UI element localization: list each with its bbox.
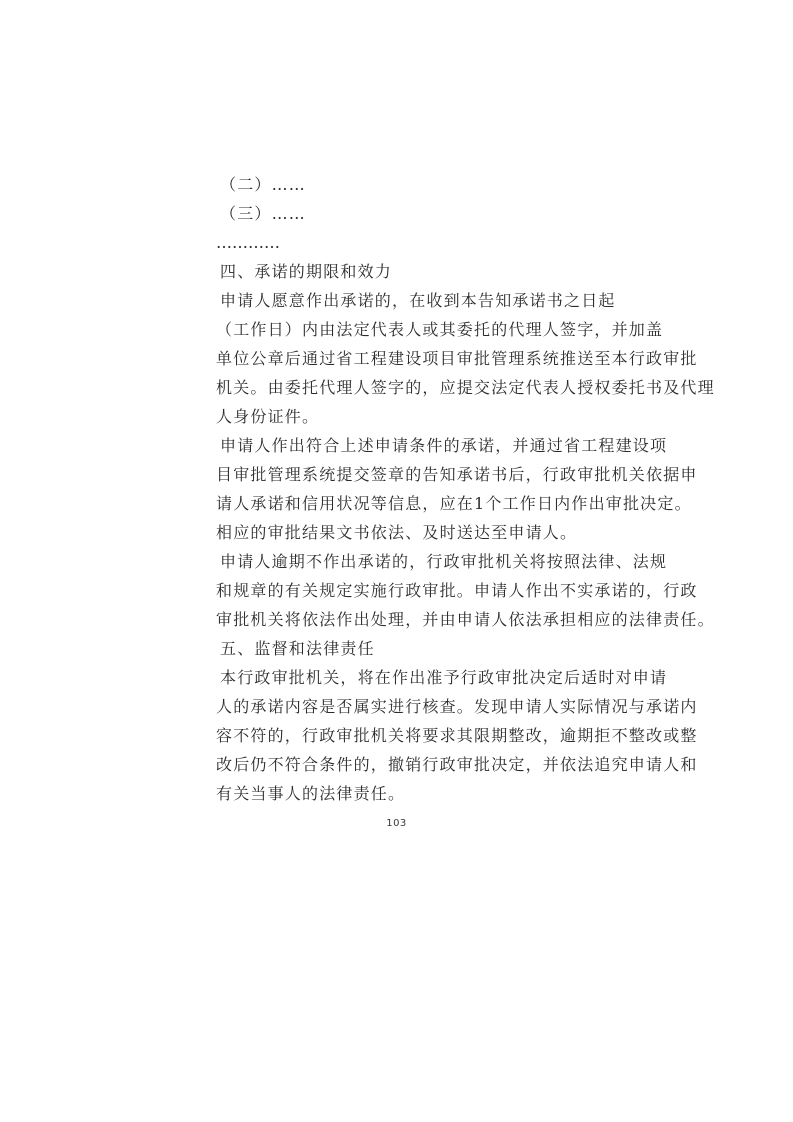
paragraph-line: 本行政审批机关，将在作出准予行政审批决定后适时对申请 (220, 668, 668, 687)
paragraph-line: 审批机关将依法作出处理，并由申请人依法承担相应的法律责任。 (216, 610, 715, 629)
page-number: 103 (386, 818, 407, 829)
paragraph-line: 相应的审批结果文书依法、及时送达至申请人。 (216, 523, 578, 542)
section-heading-5: 五、监督和法律责任 (220, 639, 375, 658)
paragraph-line: 目审批管理系统提交签章的告知承诺书后，行政审批机关依据申 (216, 465, 698, 484)
paragraph-line: 容不符的，行政审批机关将要求其限期整改，逾期拒不整改或整 (216, 726, 698, 745)
paragraph-line: 改后仍不符合条件的，撤销行政审批决定，并依法追究申请人和 (216, 755, 698, 774)
paragraph-line: 申请人作出符合上述申请条件的承诺，并通过省工程建设项 (220, 436, 668, 455)
paragraph-line: 人身份证件。 (216, 407, 320, 426)
paragraph-line: 和规章的有关规定实施行政审批。申请人作出不实承诺的，行政 (216, 581, 698, 600)
paragraph-line: 请人承诺和信用状况等信息，应在1个工作日内作出审批决定。 (216, 494, 692, 513)
paragraph-line: 申请人愿意作出承诺的，在收到本告知承诺书之日起 (220, 291, 616, 310)
paragraph-line: 人的承诺内容是否属实进行核查。发现申请人实际情况与承诺内 (216, 697, 698, 716)
list-item-3: （三）…… (220, 204, 307, 223)
document-body (216, 170, 715, 808)
paragraph-line: 有关当事人的法律责任。 (216, 784, 406, 803)
paragraph-line: 单位公章后通过省工程建设项目审批管理系统推送至本行政审批 (216, 349, 698, 368)
section-heading-4: 四、承诺的期限和效力 (220, 262, 393, 281)
ellipsis-line: ………… (216, 233, 280, 252)
paragraph-line: 申请人逾期不作出承诺的，行政审批机关将按照法律、法规 (220, 552, 668, 571)
paragraph-line: （工作日）内由法定代表人或其委托的代理人签字，并加盖 (216, 320, 664, 339)
paragraph-line: 机关。由委托代理人签字的，应提交法定代表人授权委托书及代理 (216, 378, 715, 397)
list-item-2: （二）…… (220, 175, 307, 194)
